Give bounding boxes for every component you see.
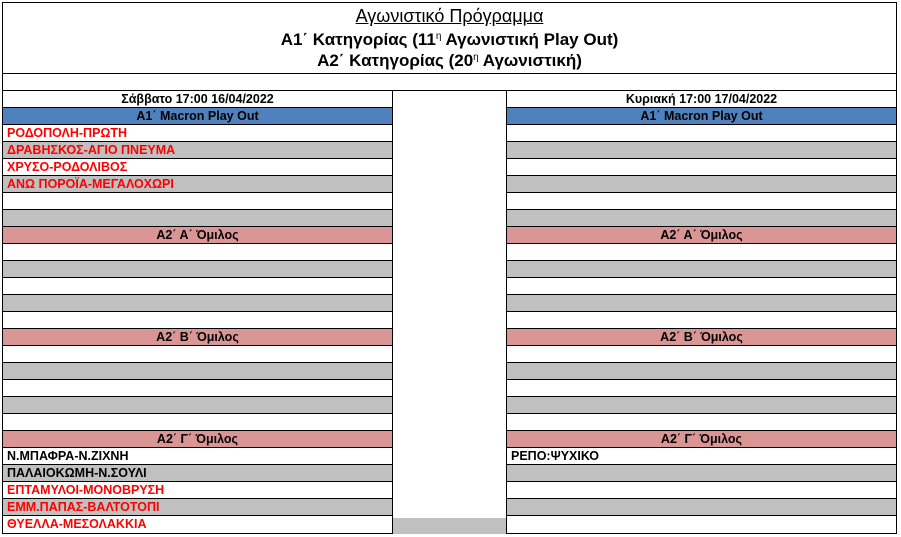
match-row: ΠΑΛΑΙΟΚΩΜΗ-Ν.ΣΟΥΛΙ: [3, 465, 392, 482]
empty-row: [507, 397, 896, 414]
match-row: ΑΝΩ ΠΟΡΟΪΑ-ΜΕΓΑΛΟΧΩΡΙ: [3, 176, 392, 193]
empty-row: [507, 193, 896, 210]
a1-header: Α1΄ Macron Play Out: [507, 108, 896, 125]
column-gap: [392, 91, 507, 534]
saturday-column: [3, 91, 392, 533]
empty-row: [507, 465, 896, 482]
empty-row: [507, 125, 896, 142]
empty-row: [507, 210, 896, 227]
empty-row: [3, 346, 392, 363]
empty-row: [3, 244, 392, 261]
empty-row: [3, 261, 392, 278]
sunday-column: [507, 91, 896, 533]
group-g-header: Α2΄ Γ΄ Όμιλος: [507, 431, 896, 448]
subtitle-a1-tail: Αγωνιστική Play Out): [441, 30, 619, 49]
empty-row: [3, 295, 392, 312]
group-a-header: Α2΄ Α΄ Όμιλος: [3, 227, 392, 244]
match-row: Ν.ΜΠΑΦΡΑ-Ν.ΖΙΧΝΗ: [3, 448, 392, 465]
subtitle-a1: [3, 30, 896, 50]
empty-row: [3, 397, 392, 414]
schedule-sheet: [2, 2, 897, 534]
empty-row: [3, 193, 392, 210]
empty-row: [507, 159, 896, 176]
empty-row: [507, 176, 896, 193]
empty-row: [507, 142, 896, 159]
subtitle-a2-text: Α2΄ Κατηγορίας (20: [317, 51, 474, 70]
group-a-header: Α2΄ Α΄ Όμιλος: [507, 227, 896, 244]
match-row: ΔΡΑΒΗΣΚΟΣ-ΑΓΙΟ ΠΝΕΥΜΑ: [3, 142, 392, 159]
empty-row: [507, 363, 896, 380]
page-title: Αγωνιστικό Πρόγραμμα: [355, 6, 544, 26]
match-row: ΕΜΜ.ΠΑΠΑΣ-ΒΑΛΤΟΤΟΠΙ: [3, 499, 392, 516]
schedule-header: [3, 3, 896, 74]
match-row: ΡΟΔΟΠΟΛΗ-ΠΡΩΤΗ: [3, 125, 392, 142]
subtitle-a2-sup: η: [473, 52, 479, 63]
empty-row: [507, 499, 896, 516]
empty-row: [3, 210, 392, 227]
subtitle-a1-text: Α1΄ Κατηγορίας (11: [280, 30, 436, 49]
match-row: ΘΥΕΛΛΑ-ΜΕΣΟΛΑΚΚΙΑ: [7, 517, 147, 531]
saturday-date: Σάββατο 17:00 16/04/2022: [3, 91, 392, 108]
match-row: ΡΕΠΟ:ΨΥΧΙΚΟ: [507, 448, 896, 465]
group-b-header: Α2΄ Β΄ Όμιλος: [507, 329, 896, 346]
empty-row: [507, 312, 896, 329]
subtitle-a2: [3, 51, 896, 71]
sunday-date: Κυριακή 17:00 17/04/2022: [507, 91, 896, 108]
empty-row: [3, 312, 392, 329]
empty-row: [3, 414, 392, 431]
match-row: ΕΠΤΑΜΥΛΟΙ-ΜΟΝΟΒΡΥΣΗ: [3, 482, 392, 499]
group-b-header: Α2΄ Β΄ Όμιλος: [3, 329, 392, 346]
a1-header: Α1΄ Macron Play Out: [3, 108, 392, 125]
empty-row: [3, 363, 392, 380]
empty-row: [507, 346, 896, 363]
empty-row: [507, 295, 896, 312]
empty-row: [507, 380, 896, 397]
empty-row: [3, 380, 392, 397]
gap-footer-cell: [393, 518, 506, 534]
subtitle-a1-sup: η: [435, 31, 442, 42]
empty-row: [507, 261, 896, 278]
subtitle-a2-tail: Αγωνιστική): [478, 51, 582, 70]
empty-row: [507, 278, 896, 295]
match-row: ΧΡΥΣΟ-ΡΟΔΟΛΙΒΟΣ: [3, 159, 392, 176]
empty-row: [507, 244, 896, 261]
empty-row: [507, 414, 896, 431]
empty-row: [507, 516, 896, 533]
empty-row: [3, 278, 392, 295]
group-g-header: Α2΄ Γ΄ Όμιλος: [3, 431, 392, 448]
spacer-row: [3, 73, 896, 91]
empty-row: [507, 482, 896, 499]
